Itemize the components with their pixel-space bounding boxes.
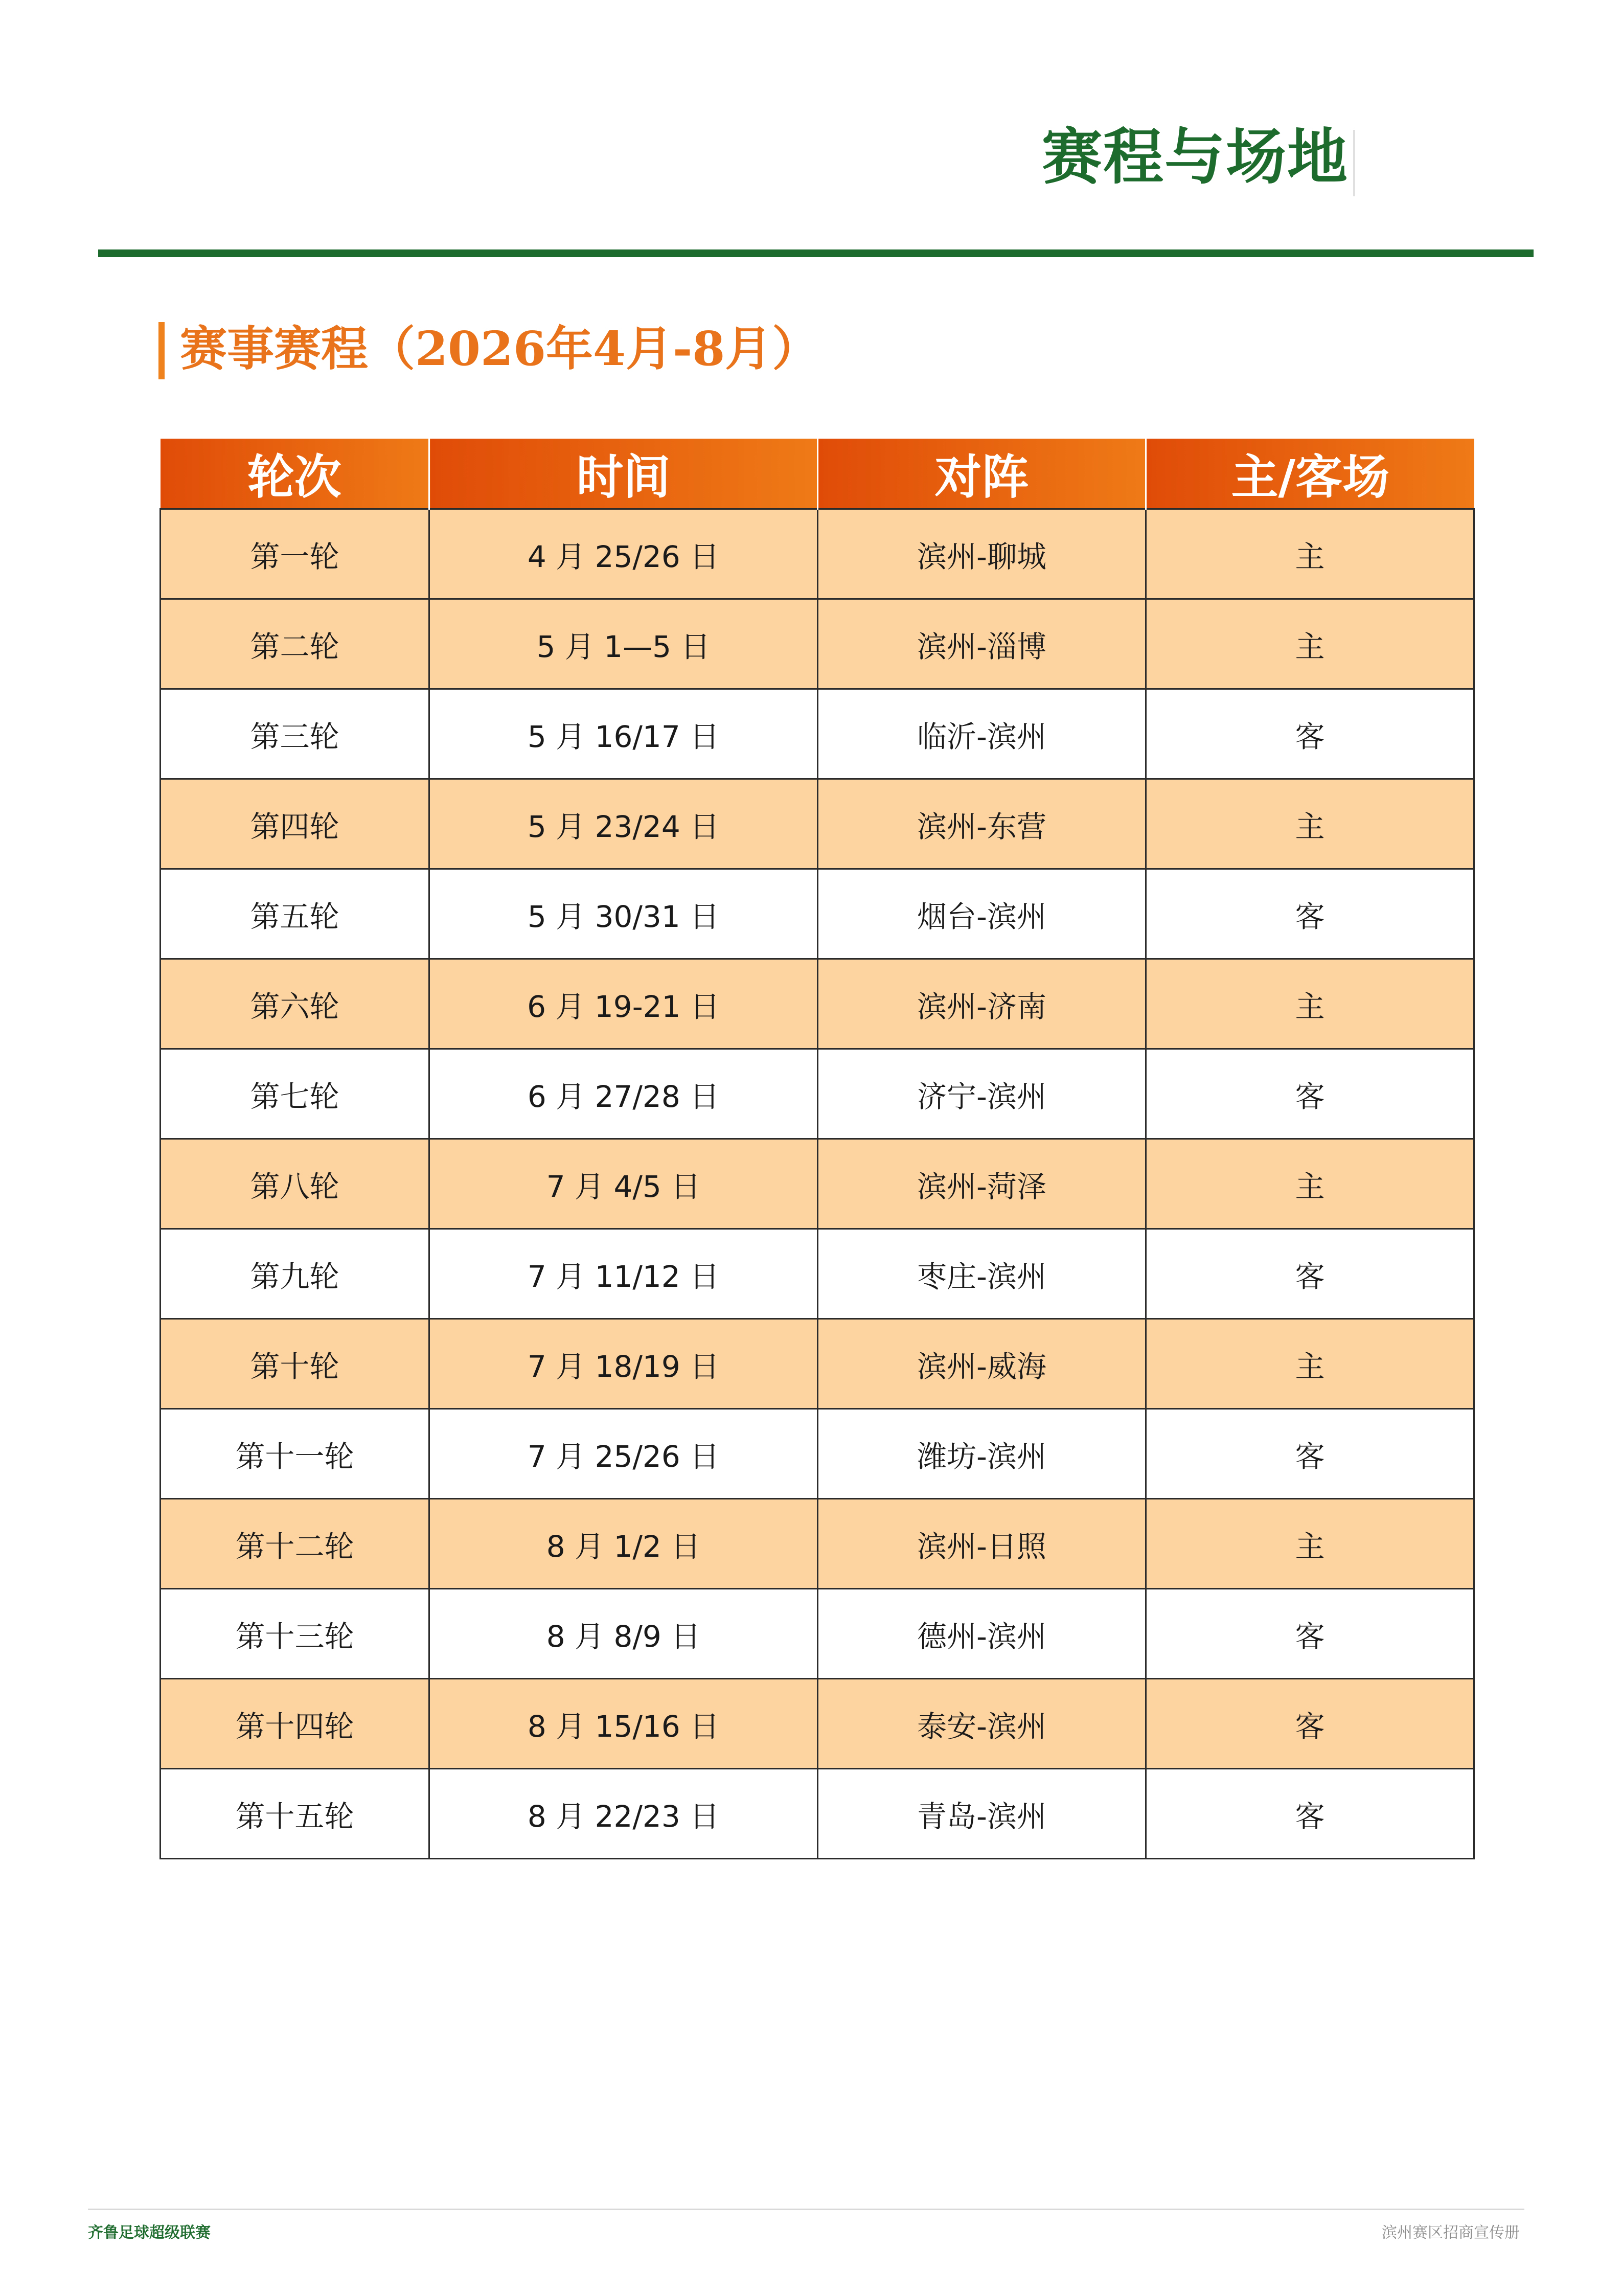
cell-date: 7 月 25/26 日: [429, 1409, 818, 1499]
cell-venue: 客: [1146, 1589, 1474, 1679]
table-row: [161, 689, 1474, 779]
table-row: [161, 1049, 1474, 1139]
cell-round: 第三轮: [161, 689, 429, 779]
cell-round: 第四轮: [161, 779, 429, 869]
header-rule: [98, 249, 1534, 257]
column-header-round: 轮次: [161, 439, 429, 509]
cell-venue: 客: [1146, 1409, 1474, 1499]
cell-venue: 客: [1146, 1049, 1474, 1139]
cell-match: 滨州-威海: [818, 1319, 1146, 1409]
table-row: [161, 1499, 1474, 1589]
cell-match: 滨州-聊城: [818, 509, 1146, 599]
cell-match: 滨州-济南: [818, 959, 1146, 1049]
cell-match: 济宁-滨州: [818, 1049, 1146, 1139]
cell-venue: 主: [1146, 1319, 1474, 1409]
table-row: [161, 1409, 1474, 1499]
cell-date: 6 月 19-21 日: [429, 959, 818, 1049]
table-row: [161, 509, 1474, 599]
table-row: [161, 779, 1474, 869]
cell-venue: 主: [1146, 779, 1474, 869]
section-accent-bar: [158, 322, 165, 379]
cell-round: 第一轮: [161, 509, 429, 599]
column-header-venue: 主/客场: [1146, 439, 1474, 509]
cell-match: 潍坊-滨州: [818, 1409, 1146, 1499]
cell-venue: 客: [1146, 869, 1474, 959]
table-row: [161, 1229, 1474, 1319]
column-header-date: 时间: [429, 439, 818, 509]
cell-venue: 客: [1146, 1229, 1474, 1319]
cell-match: 滨州-淄博: [818, 599, 1146, 689]
cell-round: 第十四轮: [161, 1679, 429, 1769]
cell-date: 7 月 4/5 日: [429, 1139, 818, 1229]
cell-date: 4 月 25/26 日: [429, 509, 818, 599]
cell-round: 第七轮: [161, 1049, 429, 1139]
page-title: 赛程与场地: [1041, 121, 1349, 192]
column-header-match: 对阵: [818, 439, 1146, 509]
cell-round: 第六轮: [161, 959, 429, 1049]
table-row: [161, 599, 1474, 689]
cell-date: 7 月 18/19 日: [429, 1319, 818, 1409]
cell-date: 5 月 16/17 日: [429, 689, 818, 779]
table-row: [161, 1769, 1474, 1859]
cell-date: 8 月 8/9 日: [429, 1589, 818, 1679]
cell-round: 第十轮: [161, 1319, 429, 1409]
cell-date: 6 月 27/28 日: [429, 1049, 818, 1139]
table-row: [161, 1679, 1474, 1769]
cell-match: 滨州-东营: [818, 779, 1146, 869]
footer-league-name: 齐鲁足球超级联赛: [88, 2224, 211, 2242]
table-body: [161, 509, 1474, 1859]
cell-round: 第二轮: [161, 599, 429, 689]
cell-round: 第十一轮: [161, 1409, 429, 1499]
cell-venue: 主: [1146, 599, 1474, 689]
section-title: 赛事赛程（2026年4月-8月）: [180, 321, 819, 376]
cell-venue: 主: [1146, 509, 1474, 599]
cell-round: 第八轮: [161, 1139, 429, 1229]
cell-match: 滨州-日照: [818, 1499, 1146, 1589]
cell-match: 临沂-滨州: [818, 689, 1146, 779]
cell-match: 烟台-滨州: [818, 869, 1146, 959]
footer-rule: [88, 2209, 1524, 2210]
table-row: [161, 959, 1474, 1049]
cell-venue: 客: [1146, 689, 1474, 779]
cell-round: 第五轮: [161, 869, 429, 959]
cell-date: 7 月 11/12 日: [429, 1229, 818, 1319]
schedule-table: [159, 439, 1475, 1859]
cell-venue: 主: [1146, 1139, 1474, 1229]
cell-round: 第九轮: [161, 1229, 429, 1319]
cell-venue: 客: [1146, 1769, 1474, 1859]
table-row: [161, 1589, 1474, 1679]
cell-round: 第十三轮: [161, 1589, 429, 1679]
cell-date: 8 月 22/23 日: [429, 1769, 818, 1859]
cell-match: 泰安-滨州: [818, 1679, 1146, 1769]
cell-date: 5 月 23/24 日: [429, 779, 818, 869]
cell-date: 8 月 15/16 日: [429, 1679, 818, 1769]
table-row: [161, 1139, 1474, 1229]
footer-brochure-name: 滨州赛区招商宣传册: [1382, 2224, 1520, 2242]
cell-match: 枣庄-滨州: [818, 1229, 1146, 1319]
cell-match: 德州-滨州: [818, 1589, 1146, 1679]
cell-date: 8 月 1/2 日: [429, 1499, 818, 1589]
cell-venue: 客: [1146, 1679, 1474, 1769]
cell-round: 第十五轮: [161, 1769, 429, 1859]
cell-match: 青岛-滨州: [818, 1769, 1146, 1859]
cell-venue: 主: [1146, 959, 1474, 1049]
table-row: [161, 1319, 1474, 1409]
cell-venue: 主: [1146, 1499, 1474, 1589]
cell-round: 第十二轮: [161, 1499, 429, 1589]
cell-date: 5 月 1—5 日: [429, 599, 818, 689]
header-divider-tick: [1353, 130, 1355, 196]
cell-date: 5 月 30/31 日: [429, 869, 818, 959]
table-row: [161, 869, 1474, 959]
table-header-row: [161, 439, 1474, 509]
cell-match: 滨州-菏泽: [818, 1139, 1146, 1229]
